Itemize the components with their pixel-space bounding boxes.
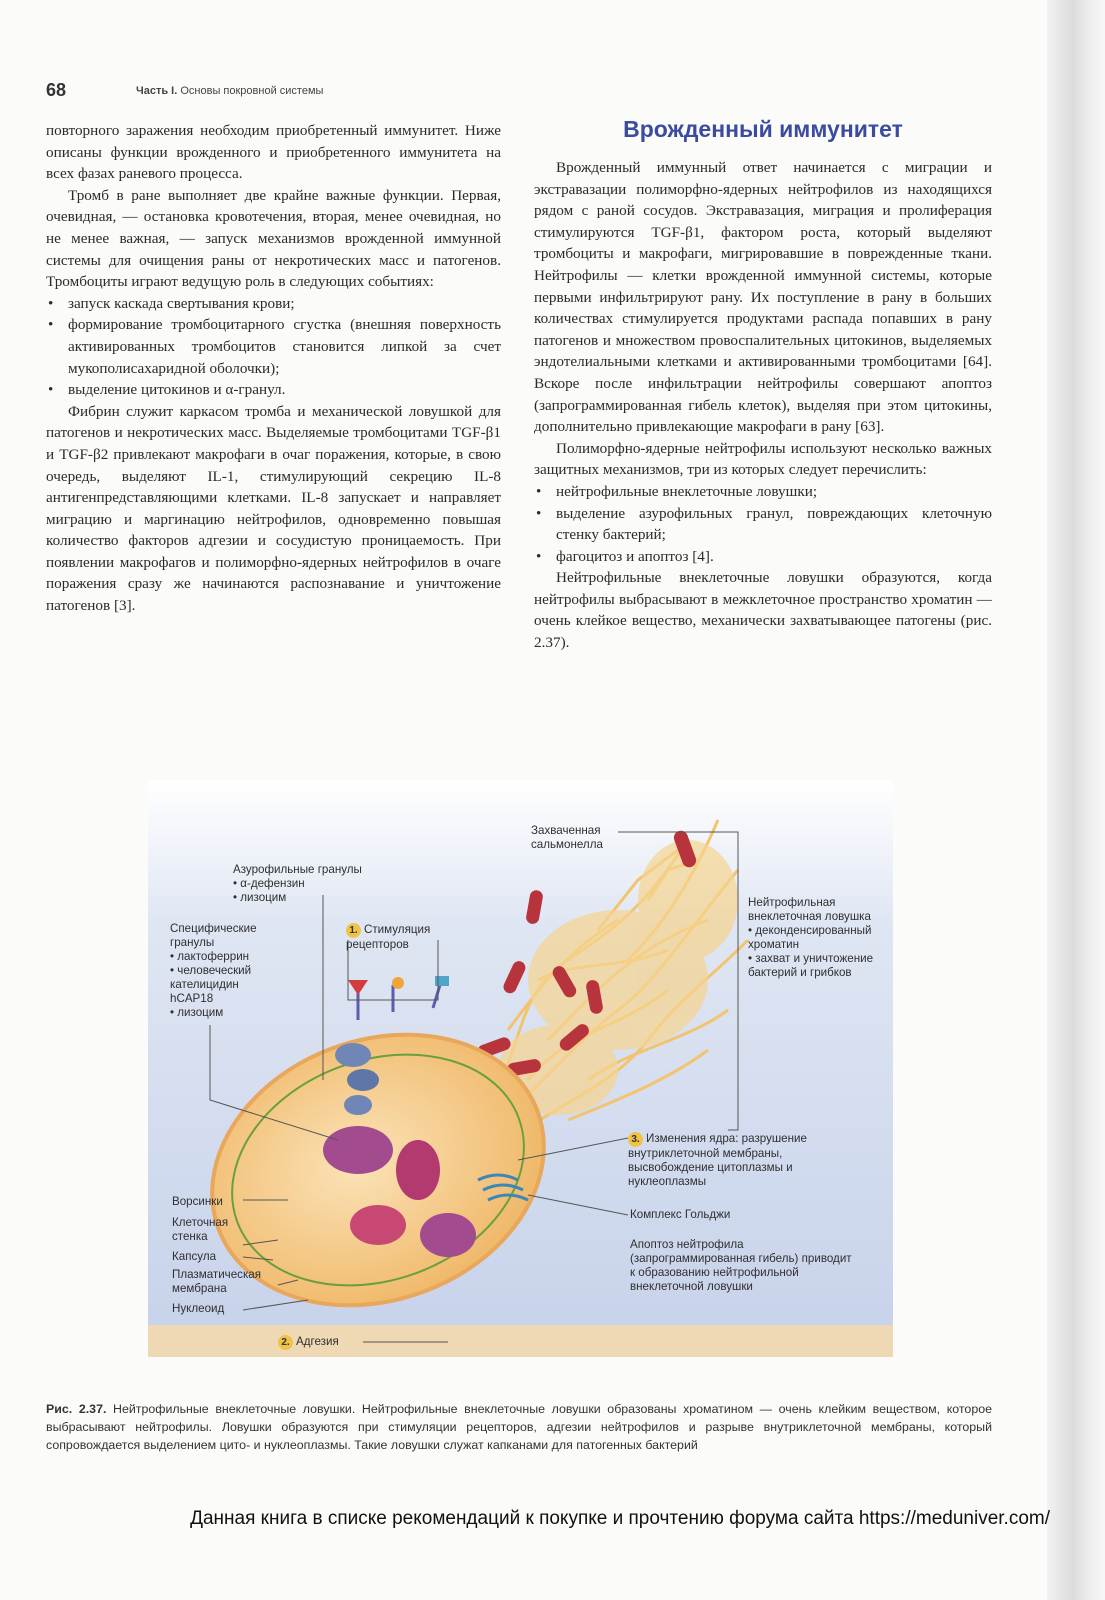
left-column <box>46 120 501 617</box>
step-number-badge: 3. <box>628 1132 643 1147</box>
paragraph: Врожденный иммунный ответ начинается с миграции и экстравазации полиморфно-ядерных нейтрофилов из находящихся рядом с раной сосудов. Экстравазация, миграция и пролиферация стимулируются TGF-β1, фактором роста, который выделяют тромбоциты и макрофаги, мигрировавшие в поврежденные ткани. Нейтрофилы — клетки врожденной иммунной системы, которые первыми инфильтрируют рану. Их поступление в рану в больших количествах стимулируется продуктами распада попавших в рану патогенов и множеством провоспалительных цитокинов, выделяемых эндотелиальными клетками и активированными тромбоцитами [64]. Вскоре после инфильтрации нейтрофилы совершают апоптоз (запрограммированная гибель клеток), выделяя при этом цитокины, дополнительно привлекающие макрофаги в рану [63]. <box>534 159 992 436</box>
label-specific-granules: Специфические гранулы • лактоферрин • человеческий кателицидин hCAP18 • лизоцим <box>170 922 257 1019</box>
bullet-list <box>534 481 992 567</box>
bullet-list <box>46 293 501 401</box>
list-item: • нейтрофильные внеклеточные ловушки; <box>534 481 992 503</box>
paragraph: Нейтрофильные внеклеточные ловушки образуются, когда нейтрофилы выбрасывают в межклеточное пространство хроматин — очень клейкое вещество, механически захватывающее патогены (рис. 2.37). <box>534 569 992 652</box>
chapter-title: Часть I. Основы покровной системы <box>136 85 324 97</box>
figure-caption <box>46 1400 992 1454</box>
label-plasma-membrane: Плазматическая мембрана <box>172 1268 262 1295</box>
label-step-1: 1. Стимуляция рецепторов <box>346 923 431 951</box>
paragraph: Полиморфно-ядерные нейтрофилы используют несколько важных защитных механизмов, три из которых следует перечислить: <box>534 439 992 479</box>
label-villi: Ворсинки <box>172 1195 223 1208</box>
step-number-badge: 1. <box>346 923 361 938</box>
page-number: 68 <box>46 80 67 100</box>
caption-text: Нейтрофильные внеклеточные ловушки. Нейтрофильные внеклеточные ловушки образованы хроматином — очень клейким веществом, которое выбрасывают нейтрофилы. Ловушки образуются при стимуляции рецепторов, адгезии нейтрофилов и разрыве внутриклеточной мембраны, который сопровождается выделением цито- и нуклеоплазмы. Такие ловушки служат капканами для патогенных бактерий <box>46 1402 992 1452</box>
label-nucleoid: Нуклеоид <box>172 1302 225 1315</box>
book-spine-shadow <box>1047 0 1105 1600</box>
section-heading: Врожденный иммунитет <box>623 116 903 142</box>
label-step-2: 2. Адгезия <box>278 1335 398 1350</box>
surface-layer <box>148 1325 893 1357</box>
label-net: Нейтрофильная внеклеточная ловушка • деконденсированный хроматин • захват и уничтожение бактерий и грибков <box>748 896 874 979</box>
list-item: • формирование тромбоцитарного сгустка (внешняя поверхность активированных тромбоцитов становится липкой за счет мукополисахаридной оболочки); <box>46 314 501 379</box>
label-cell-wall: Клеточная стенка <box>172 1216 229 1243</box>
label-capsule: Капсула <box>172 1250 217 1263</box>
figure-neutrophil-trap <box>148 780 893 1357</box>
label-step-3: 3. Изменения ядра: разрушение внутриклеточной мембраны, высвобождение цитоплазмы и нуклеоплазмы <box>628 1132 807 1188</box>
step-number-badge: 2. <box>278 1335 293 1350</box>
list-item: • выделение цитокинов и α-гранул. <box>46 379 501 401</box>
paragraph: Фибрин служит каркасом тромба и механической ловушкой для патогенов и некротических масс. Выделяемые тромбоцитами TGF-β1 и TGF-β2 привлекают макрофаги в очаг поражения, которые, в свою очередь, выделяют IL-1, стимулирующий секрецию IL-8 антигенпредставляющими клетками. IL-8 запускает и направляет миграцию и маргинацию нейтрофилов, одновременно повышая количество факторов адгезии и сосудистую проницаемость. При появлении макрофагов и полиморфно-ядерных нейтрофилов в очаге поражения сразу же начинаются распознавание и уничтожение патогенов [3]. <box>46 402 501 615</box>
label-captured-salmonella: Захваченная сальмонелла <box>531 824 603 851</box>
label-golgi: Комплекс Гольджи <box>630 1208 731 1221</box>
paragraph: Тромб в ране выполняет две крайне важные функции. Первая, очевидная, — остановка кровотечения, вторая, менее очевидная, но не менее важная, — запуск механизмов врожденной иммунной системы для очищения раны от некротических масс и патогенов. Тромбоциты играют ведущую роль в следующих событиях: <box>46 186 501 291</box>
list-item: • фагоцитоз и апоптоз [4]. <box>534 546 992 568</box>
label-azurophil-granules: Азурофильные гранулы • α-дефензин • лизоцим <box>233 863 362 904</box>
list-item: • запуск каскада свертывания крови; <box>46 293 501 315</box>
caption-label: Рис. 2.37. <box>46 1402 107 1416</box>
footer-note: Данная книга в списке рекомендаций к покупке и прочтению форума сайта https://meduniver.com/ <box>190 1508 1050 1529</box>
label-apoptosis: Апоптоз нейтрофила (запрограммированная гибель) приводит к образованию нейтрофильной внеклеточной ловушки <box>630 1238 852 1293</box>
right-column <box>534 157 992 654</box>
list-item: • выделение азурофильных гранул, повреждающих клеточную стенку бактерий; <box>534 503 992 546</box>
running-header <box>46 80 324 101</box>
paragraph: повторного заражения необходим приобретенный иммунитет. Ниже описаны функции врожденного и приобретенного иммунитета на всех фазах раневого процесса. <box>46 122 501 183</box>
